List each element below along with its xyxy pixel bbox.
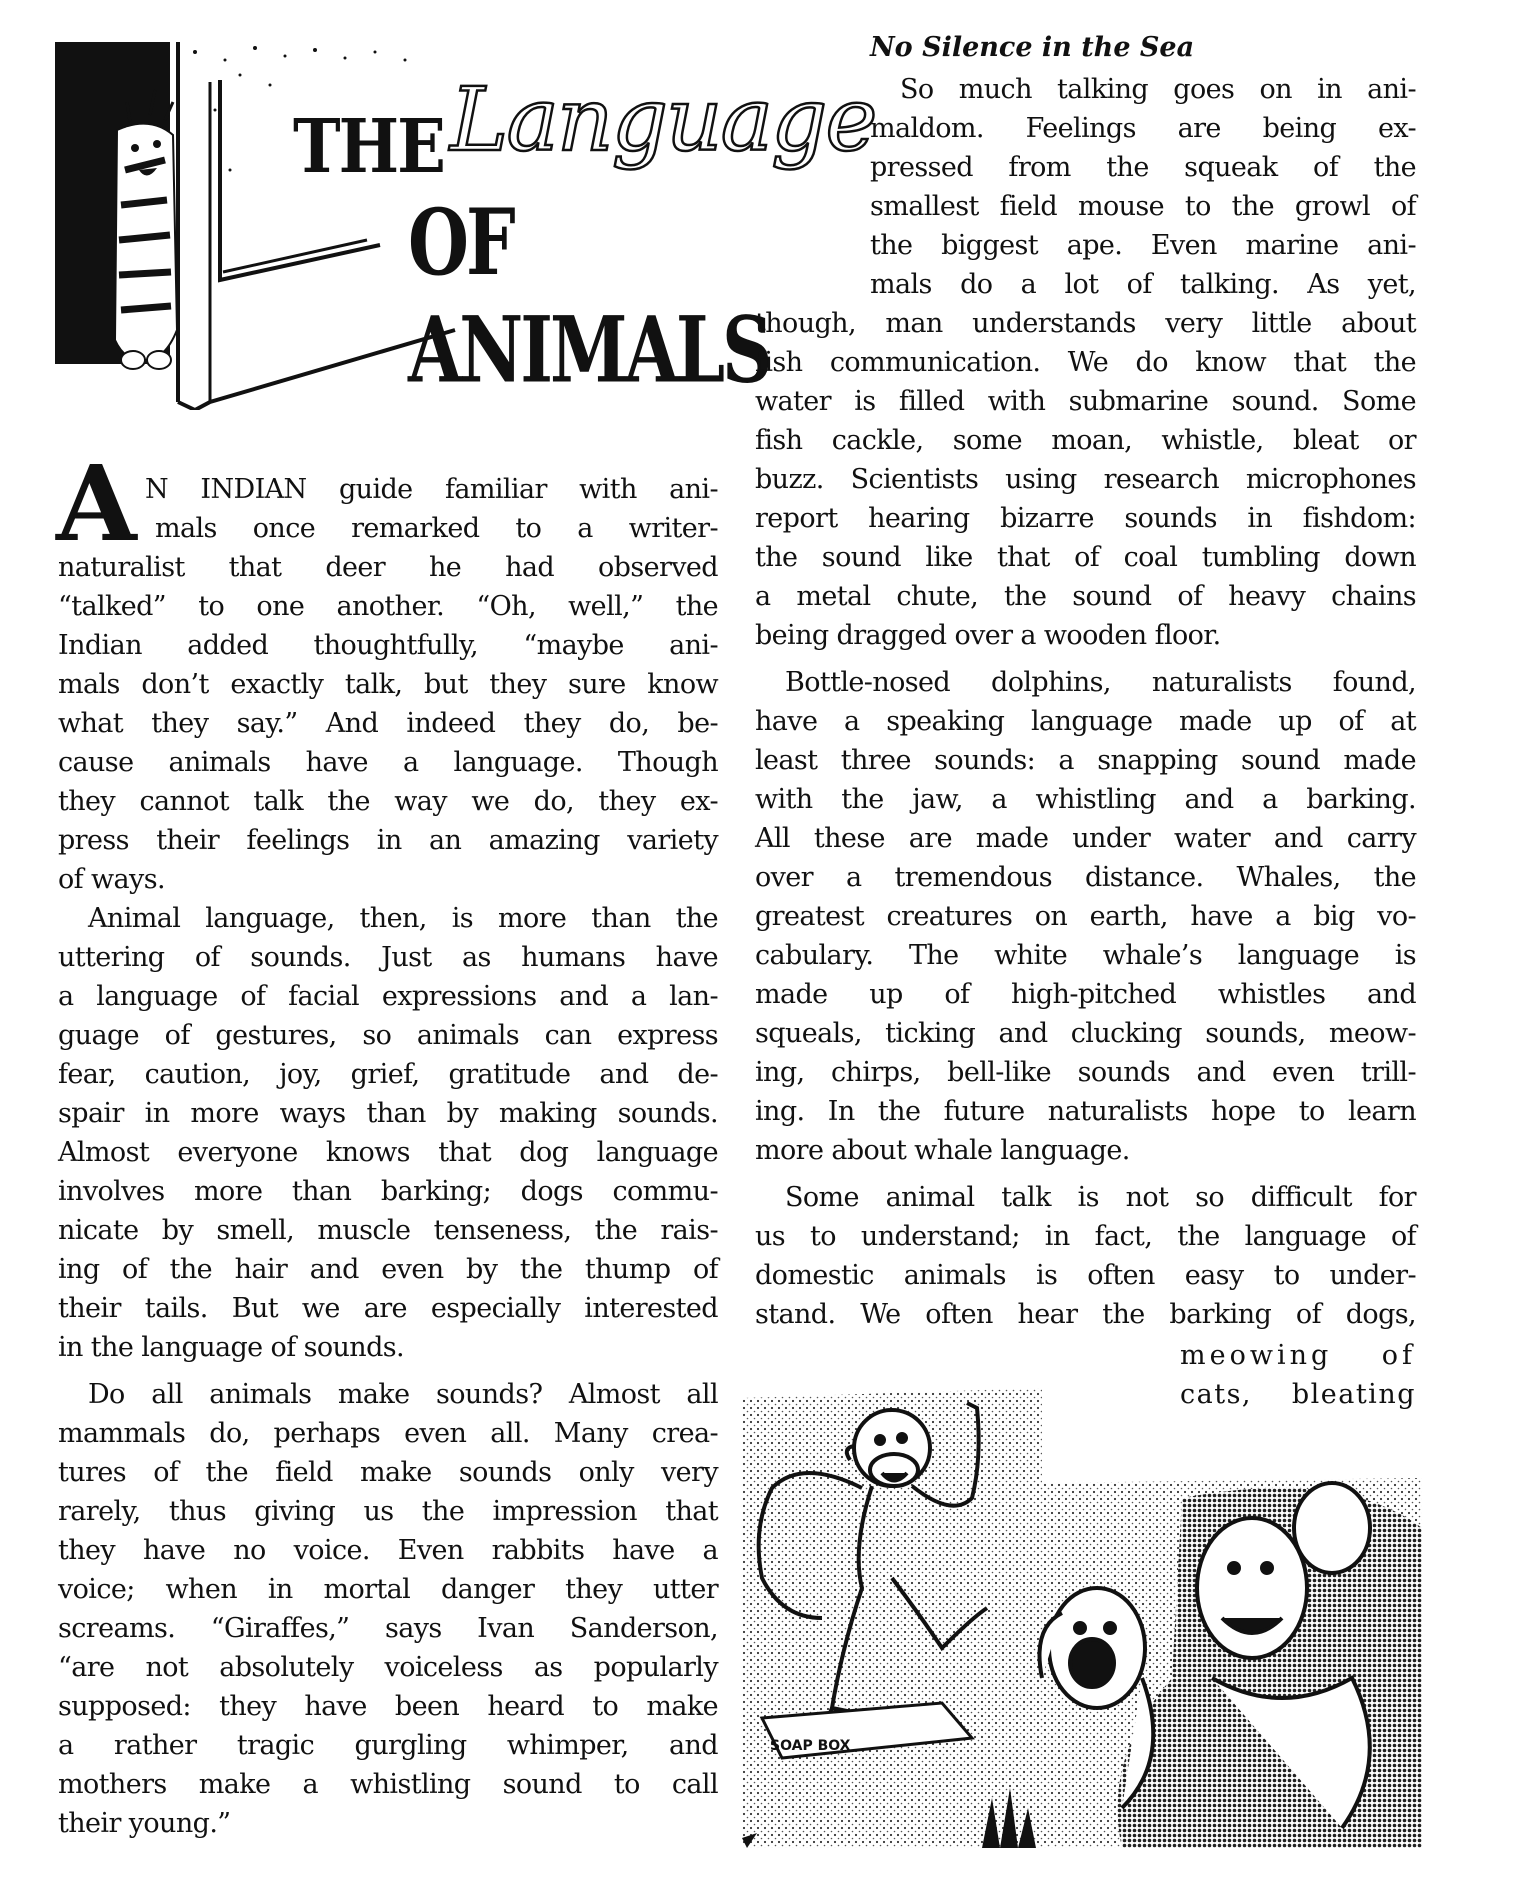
text-line: cabulary. The white whale’s language is — [755, 940, 1416, 971]
text-line: Bottle-nosed dolphins, naturalists found, — [785, 667, 1416, 698]
text-line: ing. In the future naturalists hope to learn — [755, 1096, 1416, 1127]
cat-icon — [115, 90, 177, 369]
left-column-dropcap-lines — [145, 470, 718, 548]
text-line: meowing of — [1180, 1340, 1416, 1371]
text-line: buzz. Scientists using research microphones — [755, 464, 1416, 495]
text-line: greatest creatures on earth, have a big vo- — [755, 901, 1416, 932]
text-line: N INDIAN guide familiar with ani- — [145, 474, 718, 505]
text-line: with the jaw, a whistling and a barking. — [755, 784, 1416, 815]
text-line: fear, caution, joy, grief, gratitude and de- — [58, 1059, 718, 1090]
text-line: though, man understands very little about — [755, 308, 1416, 339]
text-line: involves more than barking; dogs commu- — [58, 1176, 718, 1207]
text-line: the sound like that of coal tumbling down — [755, 542, 1416, 573]
text-line: mals once remarked to a writer- — [155, 513, 718, 544]
text-line: what they say.” And indeed they do, be- — [58, 708, 718, 739]
title-words-of-animals: OF ANIMALS — [408, 188, 770, 404]
text-line: uttering of sounds. Just as humans have — [58, 942, 718, 973]
text-line: ing, chirps, bell-like sounds and even trill- — [755, 1057, 1416, 1088]
text-line: Animal language, then, is more than the — [88, 903, 718, 934]
text-line: they cannot talk the way we do, they ex- — [58, 786, 718, 817]
text-line: nicate by smell, muscle tenseness, the rais- — [58, 1215, 718, 1246]
text-line: the biggest ape. Even marine ani- — [870, 230, 1416, 261]
text-line: over a tremendous distance. Whales, the — [755, 862, 1416, 893]
text-line: Do all animals make sounds? Almost all — [88, 1379, 718, 1410]
text-line: domestic animals is often easy to under- — [755, 1260, 1416, 1291]
text-line: their tails. But we are especially interested — [58, 1293, 718, 1324]
text-line: a metal chute, the sound of heavy chains — [755, 581, 1416, 612]
text-line: So much talking goes on in ani- — [900, 74, 1416, 105]
text-line: mals don’t exactly talk, but they sure know — [58, 669, 718, 700]
text-line: All these are made under water and carry — [755, 823, 1416, 854]
text-line: made up of high-pitched whistles and — [755, 979, 1416, 1010]
text-line: a rather tragic gurgling whimper, and — [58, 1730, 718, 1761]
text-line: of ways. — [58, 864, 165, 895]
text-line: squeals, ticking and clucking sounds, meow- — [755, 1018, 1416, 1049]
text-line: fish communication. We do know that the — [755, 347, 1416, 378]
text-line: mammals do, perhaps even all. Many crea- — [58, 1418, 718, 1449]
text-line: smallest field mouse to the growl of — [870, 191, 1416, 222]
text-line: maldom. Feelings are being ex- — [870, 113, 1416, 144]
text-line: mothers make a whistling sound to call — [58, 1769, 718, 1800]
text-line: least three sounds: a snapping sound made — [755, 745, 1416, 776]
title-word-the: THE — [293, 104, 444, 191]
soapbox-label: SOAP BOX — [770, 1738, 851, 1754]
text-line: water is filled with submarine sound. Some — [755, 386, 1416, 417]
text-line: supposed: they have been heard to make — [58, 1691, 718, 1722]
section-subhead: No Silence in the Sea — [870, 32, 1195, 63]
cartoon-illustration — [742, 1378, 1422, 1858]
left-column-body — [58, 548, 718, 1843]
text-line: they have no voice. Even rabbits have a — [58, 1535, 718, 1566]
text-line: stand. We often hear the barking of dogs, — [755, 1299, 1416, 1330]
text-line: being dragged over a wooden floor. — [755, 620, 1221, 651]
right-column-para-1-top — [870, 70, 1416, 304]
text-line: more about whale language. — [755, 1135, 1130, 1166]
text-line: press their feelings in an amazing variety — [58, 825, 718, 856]
text-line: “talked” to one another. “Oh, well,” the — [58, 591, 718, 622]
text-line: guage of gestures, so animals can express — [58, 1020, 718, 1051]
drop-cap: A — [56, 442, 137, 565]
text-line: screams. “Giraffes,” says Ivan Sanderson, — [58, 1613, 718, 1644]
text-line: fish cackle, some moan, whistle, bleat or — [755, 425, 1416, 456]
text-line: have a speaking language made up of at — [755, 706, 1416, 737]
text-line: spair in more ways than by making sounds. — [58, 1098, 718, 1129]
text-line: Indian added thoughtfully, “maybe ani- — [58, 630, 718, 661]
text-line: Almost everyone knows that dog language — [58, 1137, 718, 1168]
text-line: in the language of sounds. — [58, 1332, 404, 1363]
title-word-language: Language — [450, 68, 876, 171]
text-line: a language of facial expressions and a lan- — [58, 981, 718, 1012]
text-line: cats, bleating — [1180, 1379, 1416, 1410]
text-line: voice; when in mortal danger they utter — [58, 1574, 718, 1605]
text-line: mals do a lot of talking. As yet, — [870, 269, 1416, 300]
text-line: ing of the hair and even by the thump of — [58, 1254, 718, 1285]
text-line: cause animals have a language. Though — [58, 747, 718, 778]
text-line: “are not absolutely voiceless as popularly — [58, 1652, 718, 1683]
text-line: Some animal talk is not so difficult for — [785, 1182, 1416, 1213]
text-line: report hearing bizarre sounds in fishdom: — [755, 503, 1416, 534]
text-line: naturalist that deer he had observed — [58, 552, 718, 583]
text-line: rarely, thus giving us the impression that — [58, 1496, 718, 1527]
title-artwork — [55, 30, 876, 410]
right-column-para-1-bottom — [755, 304, 1416, 1334]
text-line: their young.” — [58, 1808, 231, 1839]
monkey-soapbox-illustration — [742, 1378, 1422, 1858]
text-line: tures of the field make sounds only very — [58, 1457, 718, 1488]
text-line: us to understand; in fact, the language of — [755, 1221, 1416, 1252]
text-line: pressed from the squeak of the — [870, 152, 1416, 183]
